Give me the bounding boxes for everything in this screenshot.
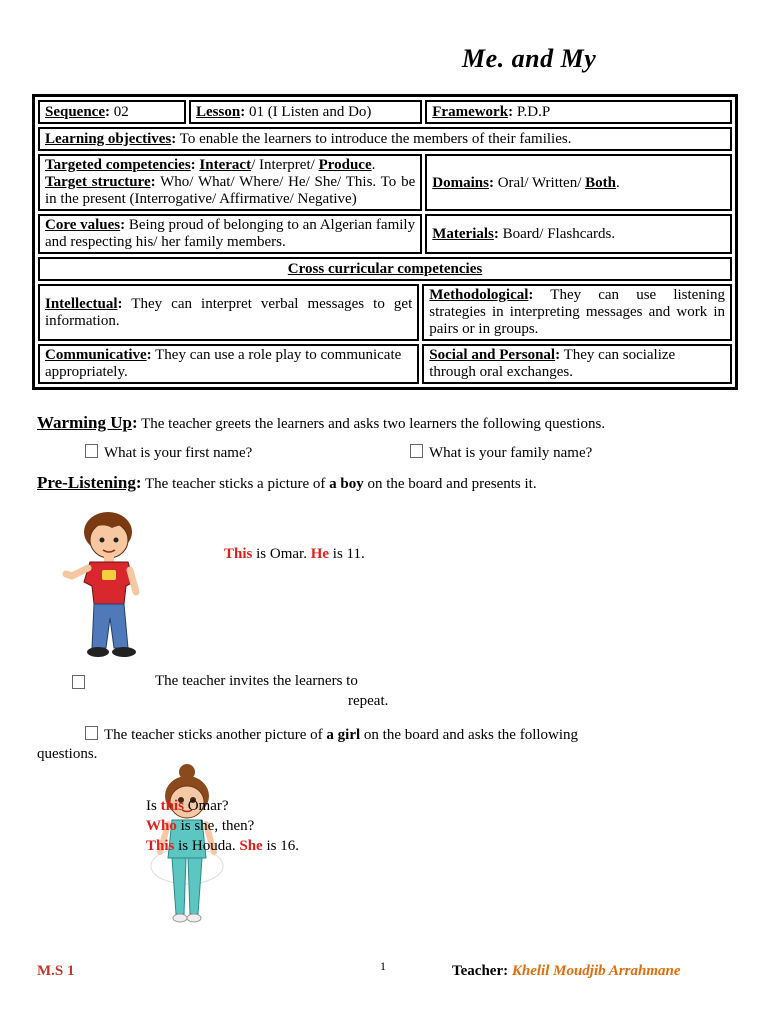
framework-label: Framework [432,104,509,120]
competency-interpret: / Interpret/ [251,157,319,173]
pre-listening-text-a: The teacher sticks a picture of [145,476,330,492]
social-personal-label: Social and Personal [429,347,556,363]
cross-curricular-header [38,257,732,281]
question-family-name [410,444,592,462]
class-level: M.S 1 [37,963,75,979]
checkbox-icon [72,675,91,693]
invite-line-1: The teacher invites the learners to [155,673,358,689]
lesson-plan-table [32,94,738,390]
core-values-value: Being proud of belonging to an Algerian family and respecting his/ her family members. [45,217,416,250]
framework-value: P.D.P [516,104,551,120]
social-personal-cell: Social and Personal: They can socialize through oral exchanges. [422,344,732,384]
checkbox-icon [410,444,423,458]
framework-cell: Framework: P.D.P [425,100,732,124]
boy-this: This [224,546,253,562]
boy-end: is 11. [329,546,365,562]
question-is-this-omar [146,796,299,816]
sequence-label: Sequence [45,104,105,120]
girl-questions [146,796,299,856]
pre-listening-heading: Pre-Listening [37,473,136,492]
competency-interact: Interact [199,157,252,173]
checkbox-icon [85,444,98,458]
girl-text-bold: a girl [326,727,361,743]
q-she: She [239,838,263,854]
q-houda: is Houda. [174,838,240,854]
question-who-is-she [146,816,299,836]
cross-curricular-title: Cross curricular competencies [287,261,483,277]
pre-listening-text-bold: a boy [329,476,364,492]
pre-listening-line: Pre-Listening: The teacher sticks a picture of a boy on the board and presents it. [37,473,537,492]
domains-cell: Domains: Oral/ Written/ Both. [425,154,732,211]
girl-text-a: The teacher sticks another picture of [104,727,327,743]
intellectual-cell: Intellectual: They can interpret verbal messages to get information. [38,284,419,341]
q-age: is 16. [262,838,299,854]
structure-value: Who/ What/ Where/ He/ She/ This. To be in the present (Interrogative/ Affirmative/ Negative) [45,174,416,207]
communicative-label: Communicative [45,347,147,363]
answer-this-is-houda [146,836,299,856]
lesson-label: Lesson [196,104,241,120]
social-personal-value: They can socialize through oral exchanges. [429,347,676,380]
page-number: 1 [380,959,386,973]
warming-up-text: The teacher greets the learners and asks two learners the following questions. [141,416,606,432]
materials-label: Materials [432,226,494,242]
q-this2: This [146,838,175,854]
core-values-cell: Core values: Being proud of belonging to an Algerian family and respecting his/ her family members. [38,214,422,254]
teacher-line [452,963,681,980]
boy-presentation [224,546,365,563]
intellectual-value: They can interpret verbal messages to get information. [45,295,413,329]
pre-listening-text-b: on the board and presents it. [363,476,537,492]
domains-label: Domains [432,174,489,191]
lesson-cell: Lesson: 01 (I Listen and Do) [189,100,422,124]
boy-he: He [310,546,330,562]
girl-text-c: questions. [37,746,98,762]
sequence-value: 02 [113,104,129,120]
methodological-value: They can use listening strategies in interpreting messages and work in pairs or in groups. [429,287,725,337]
domains-both: Both [585,174,616,191]
q-this: this [160,798,184,814]
q-who-rest: is she, then? [176,818,255,834]
invite-line-2: repeat. [348,693,389,709]
lesson-value: 01 (I Listen and Do) [248,104,372,120]
intellectual-label: Intellectual [45,295,118,312]
materials-value: Board/ Flashcards. [502,226,616,242]
question-first-name [85,444,252,462]
boy-mid: is Omar. [252,546,311,562]
teacher-label: Teacher: [452,963,509,979]
warming-up-heading: Warming Up [37,413,132,432]
communicative-value: They can use a role play to communicate appropriately. [45,347,402,380]
competency-produce: Produce [318,157,372,173]
objectives-cell: Learning objectives: To enable the learners to introduce the members of their families. [38,127,732,151]
girl-instruction [37,726,737,764]
q-is: Is [146,798,161,814]
competencies-label: Targeted competencies [45,157,191,173]
page-title: Me. and My [462,44,597,73]
methodological-cell: Methodological: They can use listening strategies in interpreting messages and work in pairs or in groups. [422,284,732,341]
question-first-name-text: What is your first name? [104,445,253,461]
girl-text-b: on the board and asks the following [360,727,579,743]
sequence-cell: Sequence: 02 [38,100,186,124]
competencies-cell: Targeted competencies: Interact/ Interpret/ Produce. Target structure: Who/ What/ Where/ He/ She/ This. To be in the present (Interrogative/ Affirmative/ Negative) [38,154,422,211]
domains-value: Oral/ Written/ [497,174,586,191]
communicative-cell: Communicative: They can use a role play to communicate appropriately. [38,344,419,384]
materials-cell: Materials: Board/ Flashcards. [425,214,732,254]
objectives-label: Learning objectives [45,131,172,147]
q-who: Who [146,818,177,834]
methodological-label: Methodological [429,287,529,303]
objectives-value: To enable the learners to introduce the members of their families. [179,131,572,147]
teacher-name: Khelil Moudjib Arrahmane [511,963,681,979]
structure-label: Target structure [45,174,151,190]
boy-picture [62,508,154,662]
q-omar: Omar? [183,798,229,814]
core-values-label: Core values [45,217,121,233]
question-family-name-text: What is your family name? [429,445,593,461]
warming-up-line: Warming Up: The teacher greets the learners and asks two learners the following questions. [37,413,606,432]
checkbox-icon [85,726,98,740]
